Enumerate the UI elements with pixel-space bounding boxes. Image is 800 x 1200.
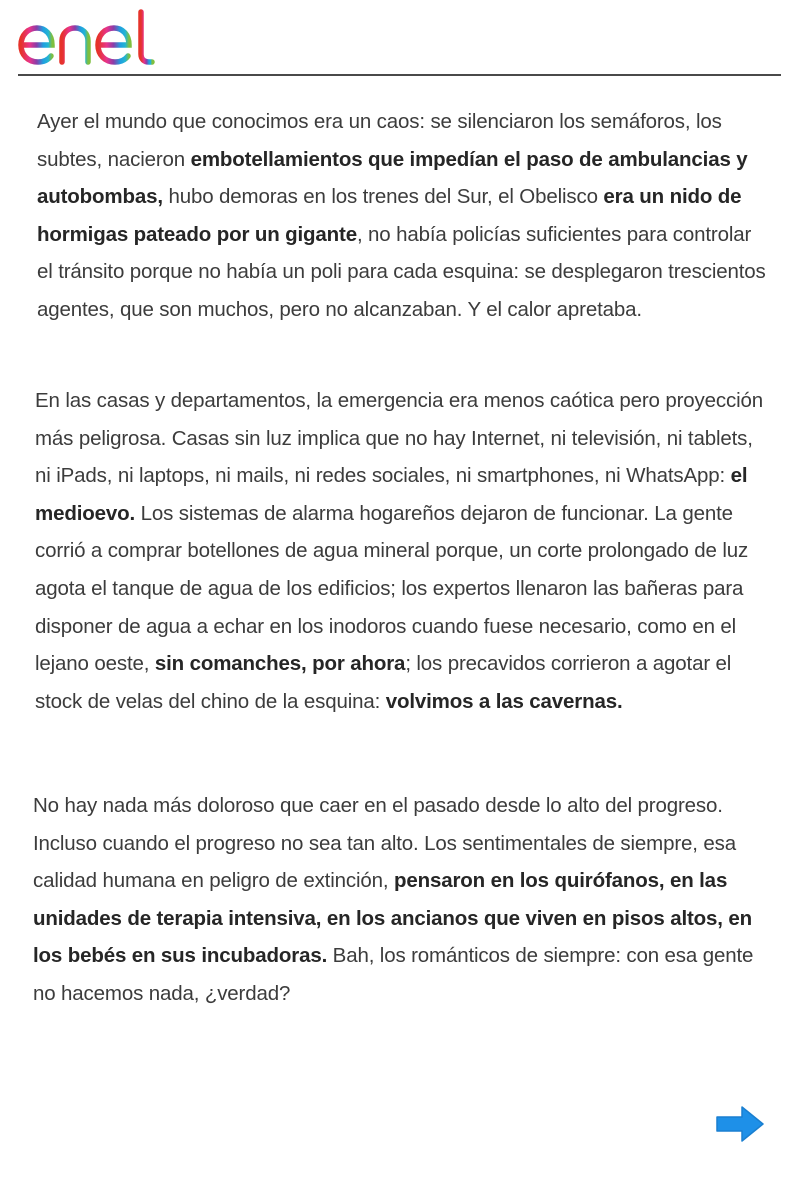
paragraph-text: Bah, los románticos de siempre: con esa gente no hacemos nada, ¿verdad? [33,944,754,1005]
paragraph-text: , no había policías suficientes para controlar el tránsito porque no había un poli para cada esquina: se desplegaron trescientos agentes, que son muchos, pero no alcanzaban. Y el calor apretaba. [37,222,766,321]
bold-highlight: pensaron en los quirófanos, en las unidades de terapia intensiva, en los ancianos que viven en pisos altos, en los bebés en sus incubadoras. [33,869,753,967]
page-header [18,0,781,76]
bold-highlight: era un nido de hormigas pateado por un gigante [37,185,742,246]
enel-logo[interactable] [18,8,170,66]
bold-highlight: el medioevo. [35,464,748,525]
bold-highlight: embotellamientos que impedían el paso de ambulancias y autobombas, [37,147,748,208]
paragraph-text: Ayer el mundo que conocimos era un caos: se silenciaron los semáforos, los subtes, nacieron [37,110,722,171]
article-paragraph-2 [35,382,772,720]
article-paragraph-3 [33,787,768,1012]
article-paragraph-1 [37,103,772,328]
paragraph-text: hubo demoras en los trenes del Sur, el Obelisco [162,185,604,208]
arrow-right-icon[interactable] [714,1104,766,1144]
paragraph-text: Los sistemas de alarma hogareños dejaron de funcionar. La gente corrió a comprar botellones de agua mineral porque, un corte prolongado de luz agota el tanque de agua de los edificios; los expertos llenaron las bañeras para disponer de agua a echar en los inodoros cuando fuese necesario, como en el lejano oeste, [35,501,749,676]
paragraph-text: No hay nada más doloroso que caer en el pasado desde lo alto del progreso. Incluso cuando el progreso no sea tan alto. Los sentimentales de siempre, esa calidad humana en peligro de extinción, [33,794,736,892]
paragraph-text: ; los precavidos corrieron a agotar el stock de velas del chino de la esquina: [35,652,732,713]
paragraph-text: En las casas y departamentos, la emergencia era menos caótica pero proyección más peligrosa. Casas sin luz implica que no hay Internet, ni televisión, ni tablets, ni iPads, ni laptops, ni mails, ni redes sociales, ni smartphones, ni WhatsApp: [35,389,763,488]
bold-highlight: volvimos a las cavernas. [385,689,623,713]
bold-highlight: sin comanches, por ahora [154,652,406,676]
